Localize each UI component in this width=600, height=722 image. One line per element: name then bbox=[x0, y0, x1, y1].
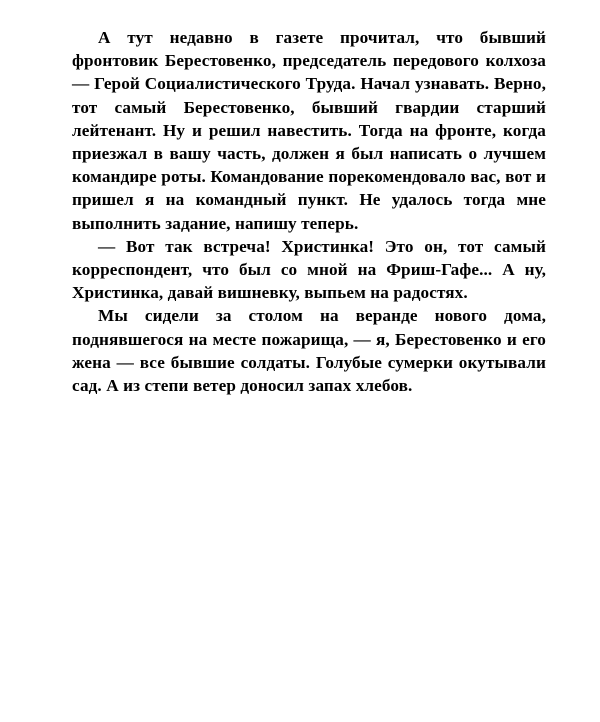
paragraph-2: — Вот так встреча! Христинка! Это он, тот самый корреспондент, что был со мной на Фриш-Гафе... А ну, Христинка, давай вишневку, выпьем на радостях. bbox=[72, 236, 546, 303]
paragraph-1: А тут недавно в газете прочитал, что бывший фронтовик Берестовенко, председатель передового колхоза — Герой Социалистического Труда. Начал узнавать. Верно, тот самый Берестовенко, бывший гвардии старший лейтенант. Ну и решил навестить. Тогда на фронте, когда приезжал в вашу часть, должен я был написать о лучшем командире роты. Командование порекомендовало вас, вот и пришел я на командный пункт. Не удалось тогда мне выполнить задание, напишу теперь. bbox=[72, 28, 546, 233]
page-text-block bbox=[72, 26, 546, 397]
paragraph-3: Мы сидели за столом на веранде нового дома, поднявшегося на месте пожарища, — я, Берестовенко и его жена — все бывшие солдаты. Голубые сумерки окутывали сад. А из степи ветер доносил запах хлебов. bbox=[72, 306, 546, 396]
